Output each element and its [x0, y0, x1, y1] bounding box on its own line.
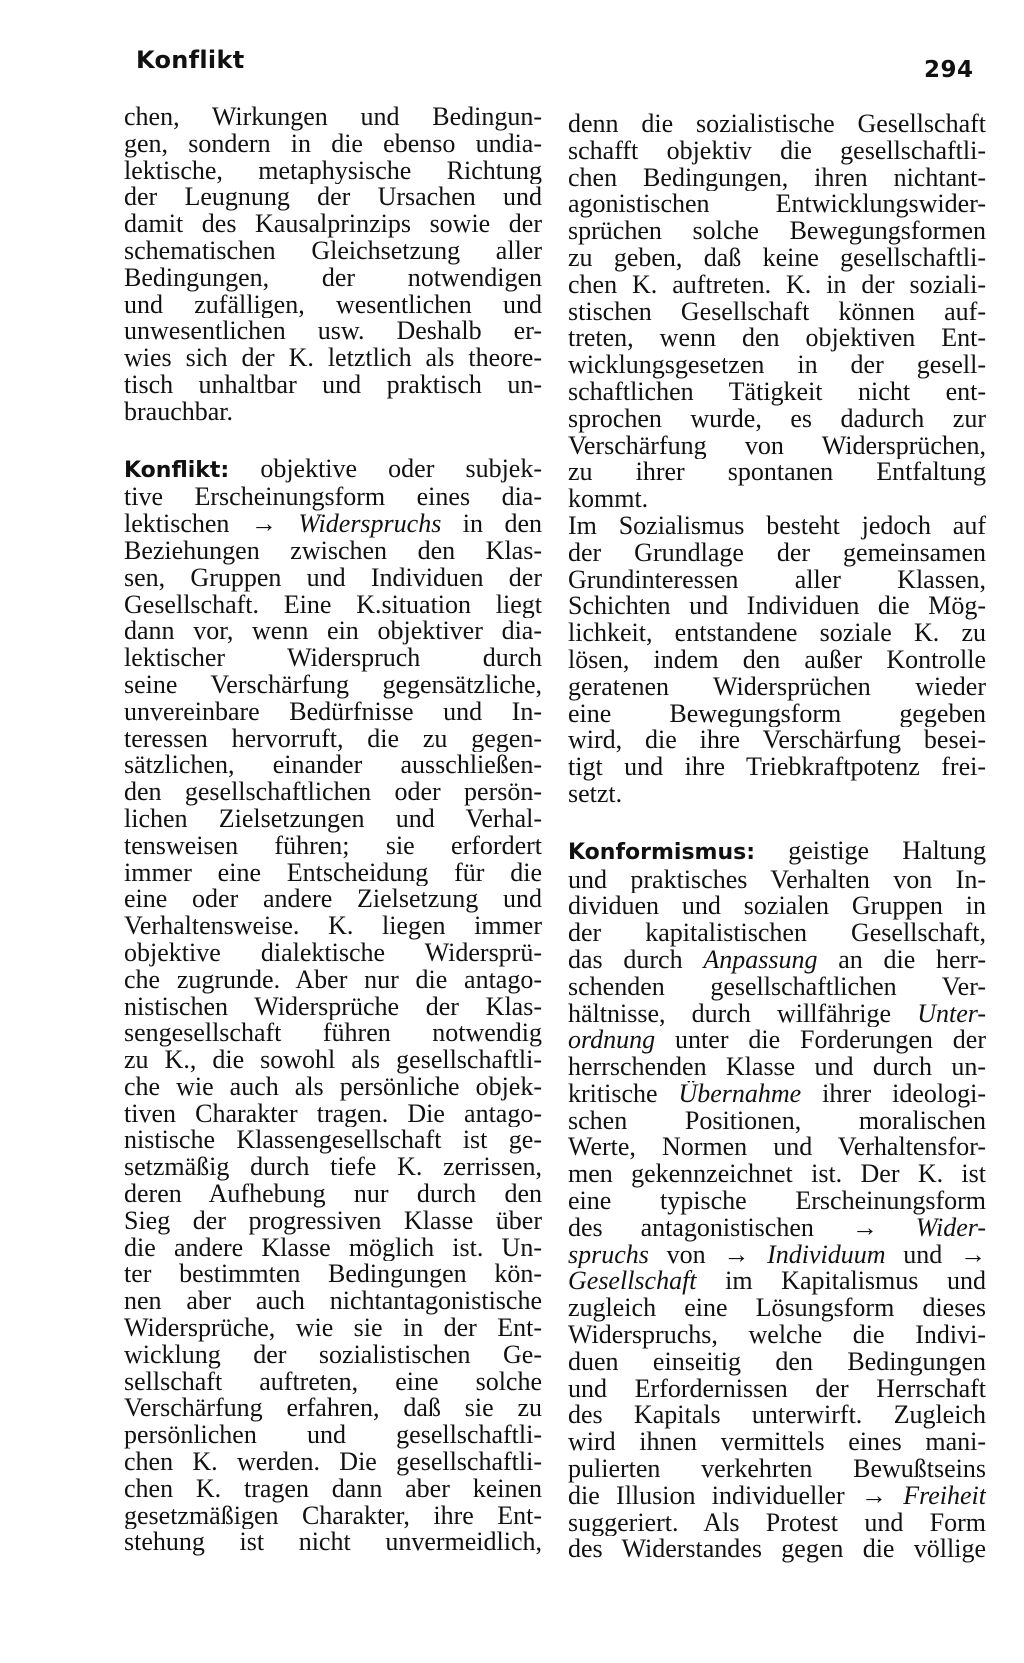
cross-reference-unterordnung: Unter-	[917, 1000, 986, 1028]
cross-reference-widerspruchs: Wider-	[915, 1214, 986, 1242]
text-line: des antagonistischen → Wider-	[568, 1214, 986, 1242]
text-line: chen Bedingungen, ihren nichtant-	[568, 164, 986, 192]
text-line: schenden gesellschaftlichen Ver-	[568, 973, 986, 1001]
text-line: schematischen Gleichsetzung aller	[124, 237, 542, 265]
text-line: che wie auch als persönliche objek-	[124, 1073, 542, 1101]
text-line: Sieg der progressiven Klasse über	[124, 1207, 542, 1235]
text-line: sellschaft auftreten, eine solche	[124, 1368, 542, 1396]
text-line: zu ihrer spontanen Entfaltung	[568, 459, 986, 487]
text-line: Werte, Normen und Verhaltensfor-	[568, 1134, 986, 1162]
text-line: tensweisen führen; sie erfordert	[124, 832, 542, 860]
text-line: und praktisches Verhalten von In-	[568, 866, 986, 894]
headword-konflikt: Konflikt:	[124, 457, 230, 483]
text-line: denn die sozialistische Gesellschaft	[568, 111, 986, 138]
text-line: das durch Anpassung an die herr-	[568, 946, 986, 974]
text-line: lichkeit, entstandene soziale K. zu	[568, 620, 986, 647]
text-line: nistischen Widersprüche der Klas-	[124, 993, 542, 1021]
text-line: sengesellschaft führen notwendig	[124, 1020, 542, 1048]
text-line: chen K. tragen dann aber keinen	[124, 1475, 542, 1503]
cross-reference-unterordnung-cont: ordnung	[568, 1027, 656, 1055]
cross-reference-widerspruchs: Widerspruchs	[298, 511, 442, 538]
text-line: Schichten und Individuen die Mög-	[568, 593, 986, 621]
text-line: der Grundlage der gemeinsamen	[568, 539, 986, 567]
text-line: lichen Zielsetzungen und Verhal-	[124, 805, 542, 833]
text-line: Gesellschaft im Kapitalismus und	[568, 1268, 986, 1296]
text-line: immer eine Entscheidung für die	[124, 859, 542, 887]
text-line: chen, Wirkungen und Bedingun-	[124, 104, 542, 131]
text-line: pulierten verkehrten Bewußtseins	[568, 1456, 986, 1483]
text-line: nistische Klassengesellschaft ist ge-	[124, 1127, 542, 1155]
text-line: schaftlichen Tätigkeit nicht ent-	[568, 378, 986, 406]
continuation-text	[124, 104, 542, 426]
text-line: Verschärfung erfahren, daß sie zu	[124, 1395, 542, 1423]
text-line: Gesellschaft. Eine K.situation liegt	[124, 591, 542, 619]
entry-konflikt	[124, 456, 542, 1557]
text-line: wird ihnen vermittels eines mani-	[568, 1429, 986, 1457]
cross-reference-freiheit: Freiheit	[903, 1482, 986, 1510]
headword-konformismus: Konformismus:	[568, 839, 756, 865]
text-line: wicklung der sozialistischen Ge-	[124, 1341, 542, 1369]
page-number: 294	[924, 57, 974, 83]
cross-reference-widerspruchs-cont: spruchs	[568, 1241, 649, 1269]
text-line: Beziehungen zwischen den Klas-	[124, 537, 542, 565]
left-column	[124, 104, 542, 1556]
cross-reference-anpassung: Anpassung	[703, 946, 818, 974]
text-line: wies sich der K. letztlich als theore-	[124, 345, 542, 372]
text-line: Widerspruchs, welche die Indivi-	[568, 1322, 986, 1349]
text-line: treten, wenn den objektiven Ent-	[568, 325, 986, 353]
text-line: setzt.	[568, 780, 623, 808]
text-line: sprüchen solche Bewegungsformen	[568, 218, 986, 245]
text-line: teressen hervorruft, die zu gegen-	[124, 725, 542, 753]
text-line: gen, sondern in die ebenso undia-	[124, 130, 542, 158]
text-line: brauchbar.	[124, 398, 234, 426]
entry-konformismus	[568, 838, 986, 1564]
text-line: sen, Gruppen und Individuen der	[124, 564, 542, 592]
text-line: und zufälligen, wesentlichen und	[124, 291, 542, 319]
text-line: stischen Gesellschaft können auf-	[568, 298, 986, 326]
text-line: suggeriert. Als Protest und Form	[568, 1509, 986, 1537]
right-column	[568, 111, 986, 1563]
text-line: ordnung unter die Forderungen der	[568, 1027, 986, 1055]
text-line: chen K. werden. Die gesellschaftli-	[124, 1449, 542, 1476]
paragraph-sozialismus	[568, 513, 986, 808]
text-line: che zugrunde. Aber nur die antago-	[124, 966, 542, 994]
text-line: den gesellschaftlichen oder persön-	[124, 779, 542, 806]
text-line: schen Positionen, moralischen	[568, 1107, 986, 1135]
text-line: die andere Klasse möglich ist. Un-	[124, 1234, 542, 1262]
text-line: wicklungsgesetzen in der gesell-	[568, 352, 986, 379]
running-header-term: Konflikt	[136, 46, 245, 74]
text-line: damit des Kausalprinzips sowie der	[124, 211, 542, 238]
text-line: lektischen → Widerspruchs in den	[124, 511, 542, 538]
text-line: chen K. auftreten. K. in der soziali-	[568, 271, 986, 299]
text-line: men gekennzeichnet ist. Der K. ist	[568, 1161, 986, 1189]
text-line: agonistischen Entwicklungswider-	[568, 191, 986, 219]
text-line: persönlichen und gesellschaftli-	[124, 1422, 542, 1450]
text-line: eine typische Erscheinungsform	[568, 1188, 986, 1215]
text-line: zu geben, daß keine gesellschaftli-	[568, 244, 986, 272]
konflikt-continuation	[568, 111, 986, 513]
text-line: kommt.	[568, 486, 649, 513]
cross-reference-gesellschaft: Gesellschaft	[568, 1268, 697, 1296]
cross-reference-uebernahme: Übernahme	[678, 1080, 802, 1108]
text-line: die Illusion individueller → Freiheit	[568, 1482, 986, 1510]
text-line: duen einseitig den Bedingungen	[568, 1348, 986, 1376]
text-line: ter bestimmten Bedingungen kön-	[124, 1261, 542, 1289]
text-line: wird, die ihre Verschärfung besei-	[568, 727, 986, 755]
cross-reference-individuum: Individuum	[767, 1241, 886, 1269]
text-line: kritische Übernahme ihrer ideologi-	[568, 1080, 986, 1108]
text-line: tive Erscheinungsform eines dia-	[124, 484, 542, 512]
text-line: sätzlichen, einander ausschließen-	[124, 752, 542, 780]
text-line: dann vor, wenn ein objektiver dia-	[124, 618, 542, 646]
text-line: Bedingungen, der notwendigen	[124, 264, 542, 292]
text-line: geratenen Widersprüchen wieder	[568, 673, 986, 701]
text-line: tigt und ihre Triebkraftpotenz frei-	[568, 754, 986, 781]
text-line: Widersprüche, wie sie in der Ent-	[124, 1315, 542, 1342]
text-line: lektische, metaphysische Richtung	[124, 157, 542, 185]
text-line: eine Bewegungsform gegeben	[568, 700, 986, 728]
text-line: unvereinbare Bedürfnisse und In-	[124, 698, 542, 726]
text-line: unwesentlichen usw. Deshalb er-	[124, 318, 542, 346]
text-line: Verschärfung von Widersprüchen,	[568, 432, 986, 460]
text-line: dividuen und sozialen Gruppen in	[568, 893, 986, 921]
text-line: seine Verschärfung gegensätzliche,	[124, 671, 542, 699]
text-line: und Erfordernissen der Herrschaft	[568, 1375, 986, 1403]
text-line: der kapitalistischen Gesellschaft,	[568, 920, 986, 947]
text-line: eine oder andere Zielsetzung und	[124, 886, 542, 914]
text-line: des Kapitals unterwirft. Zugleich	[568, 1402, 986, 1430]
text-line: spruchs von → Individuum und →	[568, 1241, 986, 1269]
text-line: setzmäßig durch tiefe K. zerrissen,	[124, 1154, 542, 1182]
text-line: Konformismus: geistige Haltung	[568, 837, 986, 865]
text-line: tisch unhaltbar und praktisch un-	[124, 371, 542, 399]
text-line: der Leugnung der Ursachen und	[124, 184, 542, 212]
text-line: deren Aufhebung nur durch den	[124, 1181, 542, 1208]
text-line: schafft objektiv die gesellschaftli-	[568, 137, 986, 165]
text-line: des Widerstandes gegen die völlige	[568, 1536, 986, 1564]
text-line: tiven Charakter tragen. Die antago-	[124, 1100, 542, 1128]
text-line: Grundinteressen aller Klassen,	[568, 566, 986, 594]
text-line: gesetzmäßigen Charakter, ihre Ent-	[124, 1502, 542, 1530]
text-line: lösen, indem den außer Kontrolle	[568, 646, 986, 674]
text-line: herrschenden Klasse und durch un-	[568, 1054, 986, 1081]
text-line: zugleich eine Lösungsform dieses	[568, 1295, 986, 1323]
text-line: sprochen wurde, es dadurch zur	[568, 405, 986, 433]
text-line: nen aber auch nichtantagonistische	[124, 1288, 542, 1316]
text-line: stehung ist nicht unvermeidlich,	[124, 1529, 542, 1557]
text-line: lektischer Widerspruch durch	[124, 645, 542, 672]
text-line: objektive dialektische Widersprü-	[124, 939, 542, 967]
text-line: Im Sozialismus besteht jedoch auf	[568, 512, 986, 540]
text-line: Verhaltensweise. K. liegen immer	[124, 913, 542, 940]
text-line: hältnisse, durch willfährige Unter-	[568, 1000, 986, 1028]
text-line: Konflikt: objektive oder subjek-	[124, 455, 542, 483]
text-line: zu K., die sowohl als gesellschaftli-	[124, 1047, 542, 1074]
